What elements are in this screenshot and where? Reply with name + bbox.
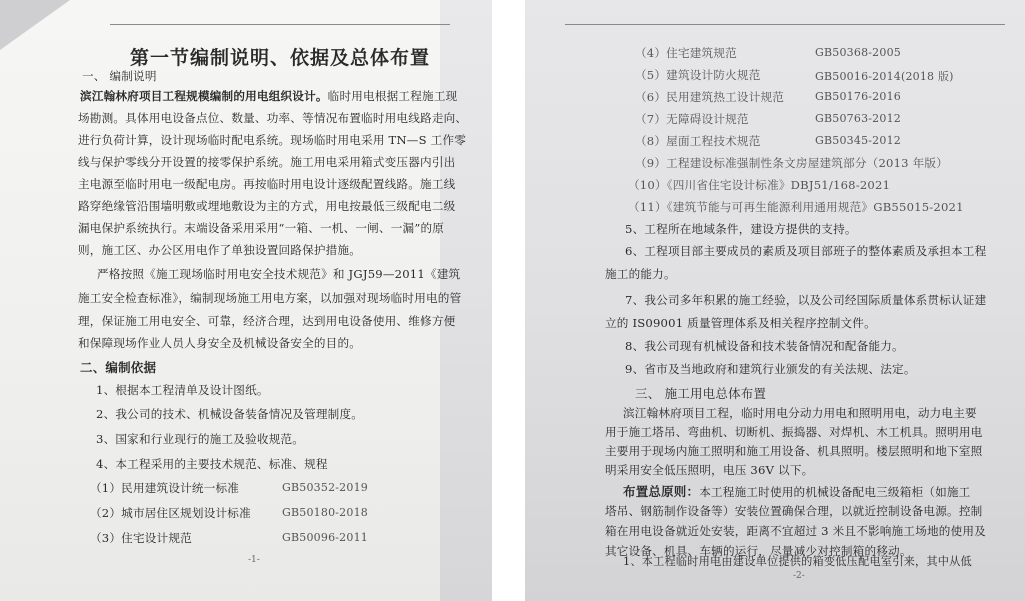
paragraph-line: 路穿绝缘管沿围墙明敷或埋地敷设为主的方式，用电按最低三级配电二级 [78,199,456,213]
paragraph-line: 箱在用电设备就近处安装，距离不宜超过 3 米且不影响施工场地的使用及 [605,524,986,538]
standard-name: （8）屋面工程技术规范 [635,134,761,148]
header-rule [565,24,1005,25]
standard-code: GB50368-2005 [815,46,901,59]
standard-code: GB50352-2019 [282,481,368,494]
list-item: 8、我公司现有机械设备和技术装备情况和配备能力。 [625,339,904,353]
standard-name: （6）民用建筑热工设计规范 [635,90,785,104]
list-item: 9、省市及当地政府和建筑行业颁发的有关法规、法定。 [625,362,916,376]
paragraph-line: 进行负荷计算，设计现场临时配电系统。现场临时用电采用 TN—S 工作零 [78,133,467,147]
list-item: 3、国家和行业现行的施工及验收规范。 [96,432,305,446]
left-page [0,0,492,601]
standard-name: （5）建筑设计防火规范 [635,68,761,82]
page-title: 第一节编制说明、依据及总体布置 [130,47,431,69]
standard-name: （7）无障碍设计规范 [635,112,749,126]
standard-name: （1）民用建筑设计统一标准 [90,481,240,495]
folded-corner [0,0,70,50]
list-item: 7、我公司多年积累的施工经验，以及公司经国际质量体系贯标认证建 [625,293,987,307]
principle-label: 布置总原则： [623,484,700,499]
paragraph-line: 主电源至临时用电一级配电房。再按临时用电设计逐级配置线路。施工线 [78,177,456,191]
paragraph-line: 滨江翰林府项目工程规模编制的用电组织设计。临时用电根据工程施工现 [80,89,458,103]
standard-line: （11）《建筑节能与可再生能源利用通用规范》GB55015-2021 [628,200,964,214]
section-heading-1: 一、 编制说明 [82,69,157,83]
standard-name: （2）城市居住区规划设计标准 [90,506,251,520]
standard-code: GB50096-2011 [282,531,368,544]
paragraph-line: 1、本工程临时用电由建设单位提供的箱变低压配电室引来，其中从低 [623,555,972,568]
standard-line: （9）工程建设标准强制性条文房屋建筑部分（2013 年版） [635,156,949,170]
paragraph-line: 明采用安全低压照明，电压 36V 以下。 [605,463,814,477]
list-item: 1、根据本工程清单及设计图纸。 [96,383,269,397]
paragraph-line: 和保障现场作业人员人身安全及机械设备安全的目的。 [78,336,362,350]
paragraph-line: 线与保护零线分开设置的接零保护系统。施工用电采用箱式变压器内引出 [78,155,456,169]
list-item: 立的 IS09001 质量管理体系及相关程序控制文件。 [605,316,876,330]
paragraph-line: 理，保证施工用电安全、可靠，经济合理，达到用电设备使用、维修方便 [78,314,456,328]
paragraph-line: 滨江翰林府项目工程，临时用电分动力用电和照明用电，动力电主要 [623,406,977,420]
right-page [525,0,1025,601]
standard-line: （10）《四川省住宅设计标准》DBJ51/168-2021 [628,178,891,192]
standard-code: GB50180-2018 [282,506,368,519]
header-rule [110,24,450,25]
standard-name: （3）住宅设计规范 [90,531,192,545]
paragraph-line: 严格按照《施工现场临时用电安全技术规范》和 JGJ59—2011《建筑 [97,267,461,281]
standard-code: GB50016-2014(2018 版) [815,70,954,83]
paragraph-line: 其它设备、机具、车辆的运行，尽量减少对控制箱的移动。 [605,544,912,558]
paragraph-line: 场勘测。具体用电设备点位、数量、功率、等情况布置临时用电线路走向、 [78,111,468,125]
list-item: 4、本工程采用的主要技术规范、标准、规程 [96,457,328,471]
paragraph-line: 塔吊、钢筋制作设备等）安装位置确保合理，以就近控制设备电源。控制 [605,504,983,518]
project-name-bold: 滨江翰林府项目工程规模编制的用电组织设计。 [80,89,328,103]
list-item: 2、我公司的技术、机械设备装备情况及管理制度。 [96,407,364,421]
section-heading-2: 二、编制依据 [80,360,157,375]
list-item: 6、工程项目部主要成员的素质及项目部班子的整体素质及承担本工程 [625,244,987,258]
paragraph-line: 用于施工塔吊、弯曲机、切断机、振捣器、对焊机、木工机具。照明用电 [605,425,983,439]
paragraph-line: 施工安全检查标准》，编制现场施工用电方案，以加强对现场临时用电的管 [78,291,462,305]
paragraph-line: 漏电保护系统执行。末端设备采用采用“一箱、一机、一闸、一漏”的原 [78,221,445,235]
list-item: 5、工程所在地域条件，建设方提供的支持。 [625,222,857,236]
standard-code: GB50176-2016 [815,90,901,103]
standard-code: GB50345-2012 [815,134,901,147]
standard-code: GB50763-2012 [815,112,901,125]
paragraph-line: 布置总原则：本工程施工时使用的机械设备配电三级箱柜（如施工 [623,484,971,499]
paragraph-line: 主要用于现场内施工照明和施工用设备、机具照明。楼层照明和地下室照 [605,444,983,458]
paragraph-line: 则，施工区、办公区用电作了单独设置回路保护措施。 [78,243,362,257]
page-number: -2- [793,571,805,581]
standard-name: （4）住宅建筑规范 [635,46,737,60]
page-number: -1- [248,555,260,565]
section-heading-3: 三、 施工用电总体布置 [635,386,767,401]
list-item: 施工的能力。 [605,267,676,281]
